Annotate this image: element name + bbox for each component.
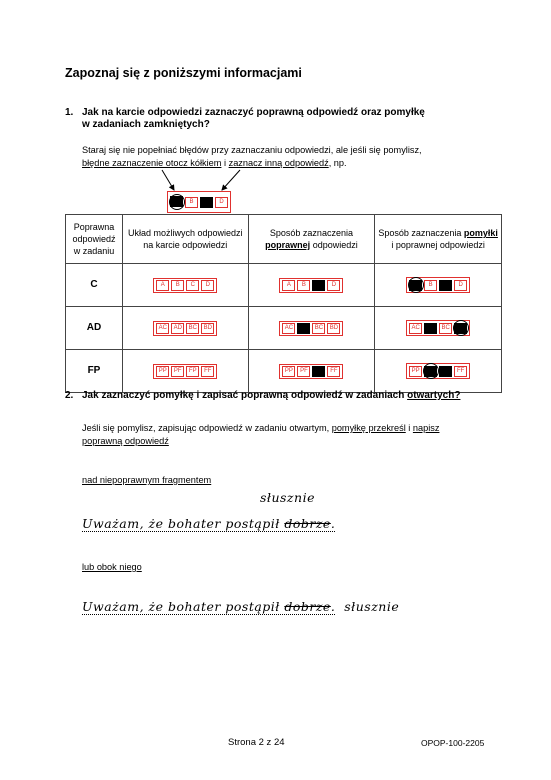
answer-box: FF [454, 366, 467, 377]
answer-box: BC [439, 323, 452, 334]
question-number: 1. [65, 107, 74, 118]
correct-cell [248, 350, 375, 393]
answer-box: B [424, 280, 437, 291]
body-line-2 [82, 157, 512, 170]
header-correct-answer: Poprawna odpowiedź w zadaniu [66, 215, 123, 264]
answer-box: BD [327, 323, 340, 334]
mistake-circle [169, 194, 185, 210]
answer-box: D [454, 280, 467, 291]
answer-box: PP [156, 366, 169, 377]
underline-write-text: poprawną odpowiedź [82, 436, 169, 446]
header-correct-marking: Sposób zaznaczenia poprawnej odpowiedzi [248, 215, 375, 264]
example-2-sentence [82, 599, 399, 614]
body-text: , np. [328, 158, 347, 168]
body-text: i [405, 423, 413, 433]
question-1-line-1: Jak na karcie odpowiedzi zaznaczyć poprawną odpowiedź oraz pomyłkę [82, 107, 425, 118]
example-2-label: lub obok niego [82, 562, 142, 572]
page-number: Strona 2 z 24 [228, 737, 285, 748]
handwritten-correction: słusznie [344, 599, 400, 614]
question-2-body [82, 422, 512, 448]
handwritten-text: Uważam, że bohater postąpił [82, 599, 285, 614]
question-1-body [82, 144, 512, 170]
question-2-text: Jak zaznaczyć pomyłkę i zapisać poprawną odpowiedź w zadaniach [82, 390, 408, 401]
mistake-circle [423, 363, 439, 379]
header-mistake-marking: Sposób zaznaczenia pomyłki i poprawnej odpowiedzi [375, 215, 502, 264]
body-text: Jeśli się pomylisz, zapisując odpowiedź w zadaniu otwartym, [82, 423, 332, 433]
answer-box: A [282, 280, 295, 291]
underline-mark-text: zaznacz inną odpowiedź [228, 158, 329, 168]
example-1-label: nad niepoprawnym fragmentem [82, 475, 212, 485]
struck-word: dobrze [284, 599, 331, 614]
filled-box [297, 323, 310, 334]
exam-code: OPOP-100-2205 [421, 738, 485, 748]
answer-box: FF [201, 366, 214, 377]
example-box-c [200, 197, 213, 208]
header-layout: Układ możliwych odpowiedzi na karcie odpowiedzi [122, 215, 248, 264]
mistake-circle [453, 320, 469, 336]
answer-marking-table [65, 214, 502, 393]
struck-word: dobrze [284, 516, 331, 531]
filled-box [439, 280, 452, 291]
answer-box: AC [156, 323, 169, 334]
layout-cell [122, 350, 248, 393]
answer-box: BC [186, 323, 199, 334]
example-box-d: D [215, 197, 228, 208]
body-line-1: Staraj się nie popełniać błędów przy zaznaczaniu odpowiedzi, ale jeśli się pomylisz, [82, 145, 422, 155]
body-text: i [221, 158, 229, 168]
example-1-sentence [82, 516, 335, 531]
answer-box: FF [327, 366, 340, 377]
answer-box: PF [171, 366, 184, 377]
question-1 [65, 107, 505, 131]
answer-box: PP [409, 366, 422, 377]
answer-box: PP [282, 366, 295, 377]
underline-strike-text: pomyłkę przekreśl [331, 423, 406, 433]
underline-circle-text: błędne zaznaczenie otocz kółkiem [82, 158, 222, 168]
correct-cell [248, 264, 375, 307]
handwritten-text: . [330, 599, 336, 614]
mistake-cell [375, 264, 502, 307]
answer-box: AC [409, 323, 422, 334]
answer-box: AC [282, 323, 295, 334]
filled-box [439, 366, 452, 377]
handwritten-text: . [330, 516, 336, 531]
answer-box: D [201, 280, 214, 291]
answer-box: D [327, 280, 340, 291]
example-1-correction: słusznie [260, 490, 315, 505]
example-box-a [170, 193, 183, 211]
filled-box [312, 280, 325, 291]
arrow-right [222, 170, 240, 190]
example-box-b: B [185, 197, 198, 208]
question-number: 2. [65, 390, 74, 401]
filled-box [424, 323, 437, 334]
arrow-left [162, 170, 174, 190]
answer-box: BD [201, 323, 214, 334]
handwritten-text: Uważam, że bohater postąpił [82, 516, 285, 531]
filled-box [312, 366, 325, 377]
answer-box: C [186, 280, 199, 291]
example-answer-group [167, 191, 231, 213]
question-2 [65, 390, 515, 402]
row-label: C [66, 264, 123, 307]
answer-box: B [297, 280, 310, 291]
correct-cell [248, 307, 375, 350]
answer-box: BC [312, 323, 325, 334]
question-2-underlined: otwartych? [407, 390, 461, 401]
row-label: FP [66, 350, 123, 393]
layout-cell [122, 307, 248, 350]
answer-box: PF [297, 366, 310, 377]
page-title: Zapoznaj się z poniższymi informacjami [65, 66, 302, 80]
layout-cell [122, 264, 248, 307]
answer-box: A [156, 280, 169, 291]
mistake-cell [375, 307, 502, 350]
answer-box: AD [171, 323, 184, 334]
answer-box: FP [186, 366, 199, 377]
question-1-line-2: w zadaniach zamkniętych? [82, 119, 210, 130]
mistake-circle [408, 277, 424, 293]
answer-box: B [171, 280, 184, 291]
mistake-cell [375, 350, 502, 393]
row-label: AD [66, 307, 123, 350]
underline-write-text: napisz [412, 423, 440, 433]
